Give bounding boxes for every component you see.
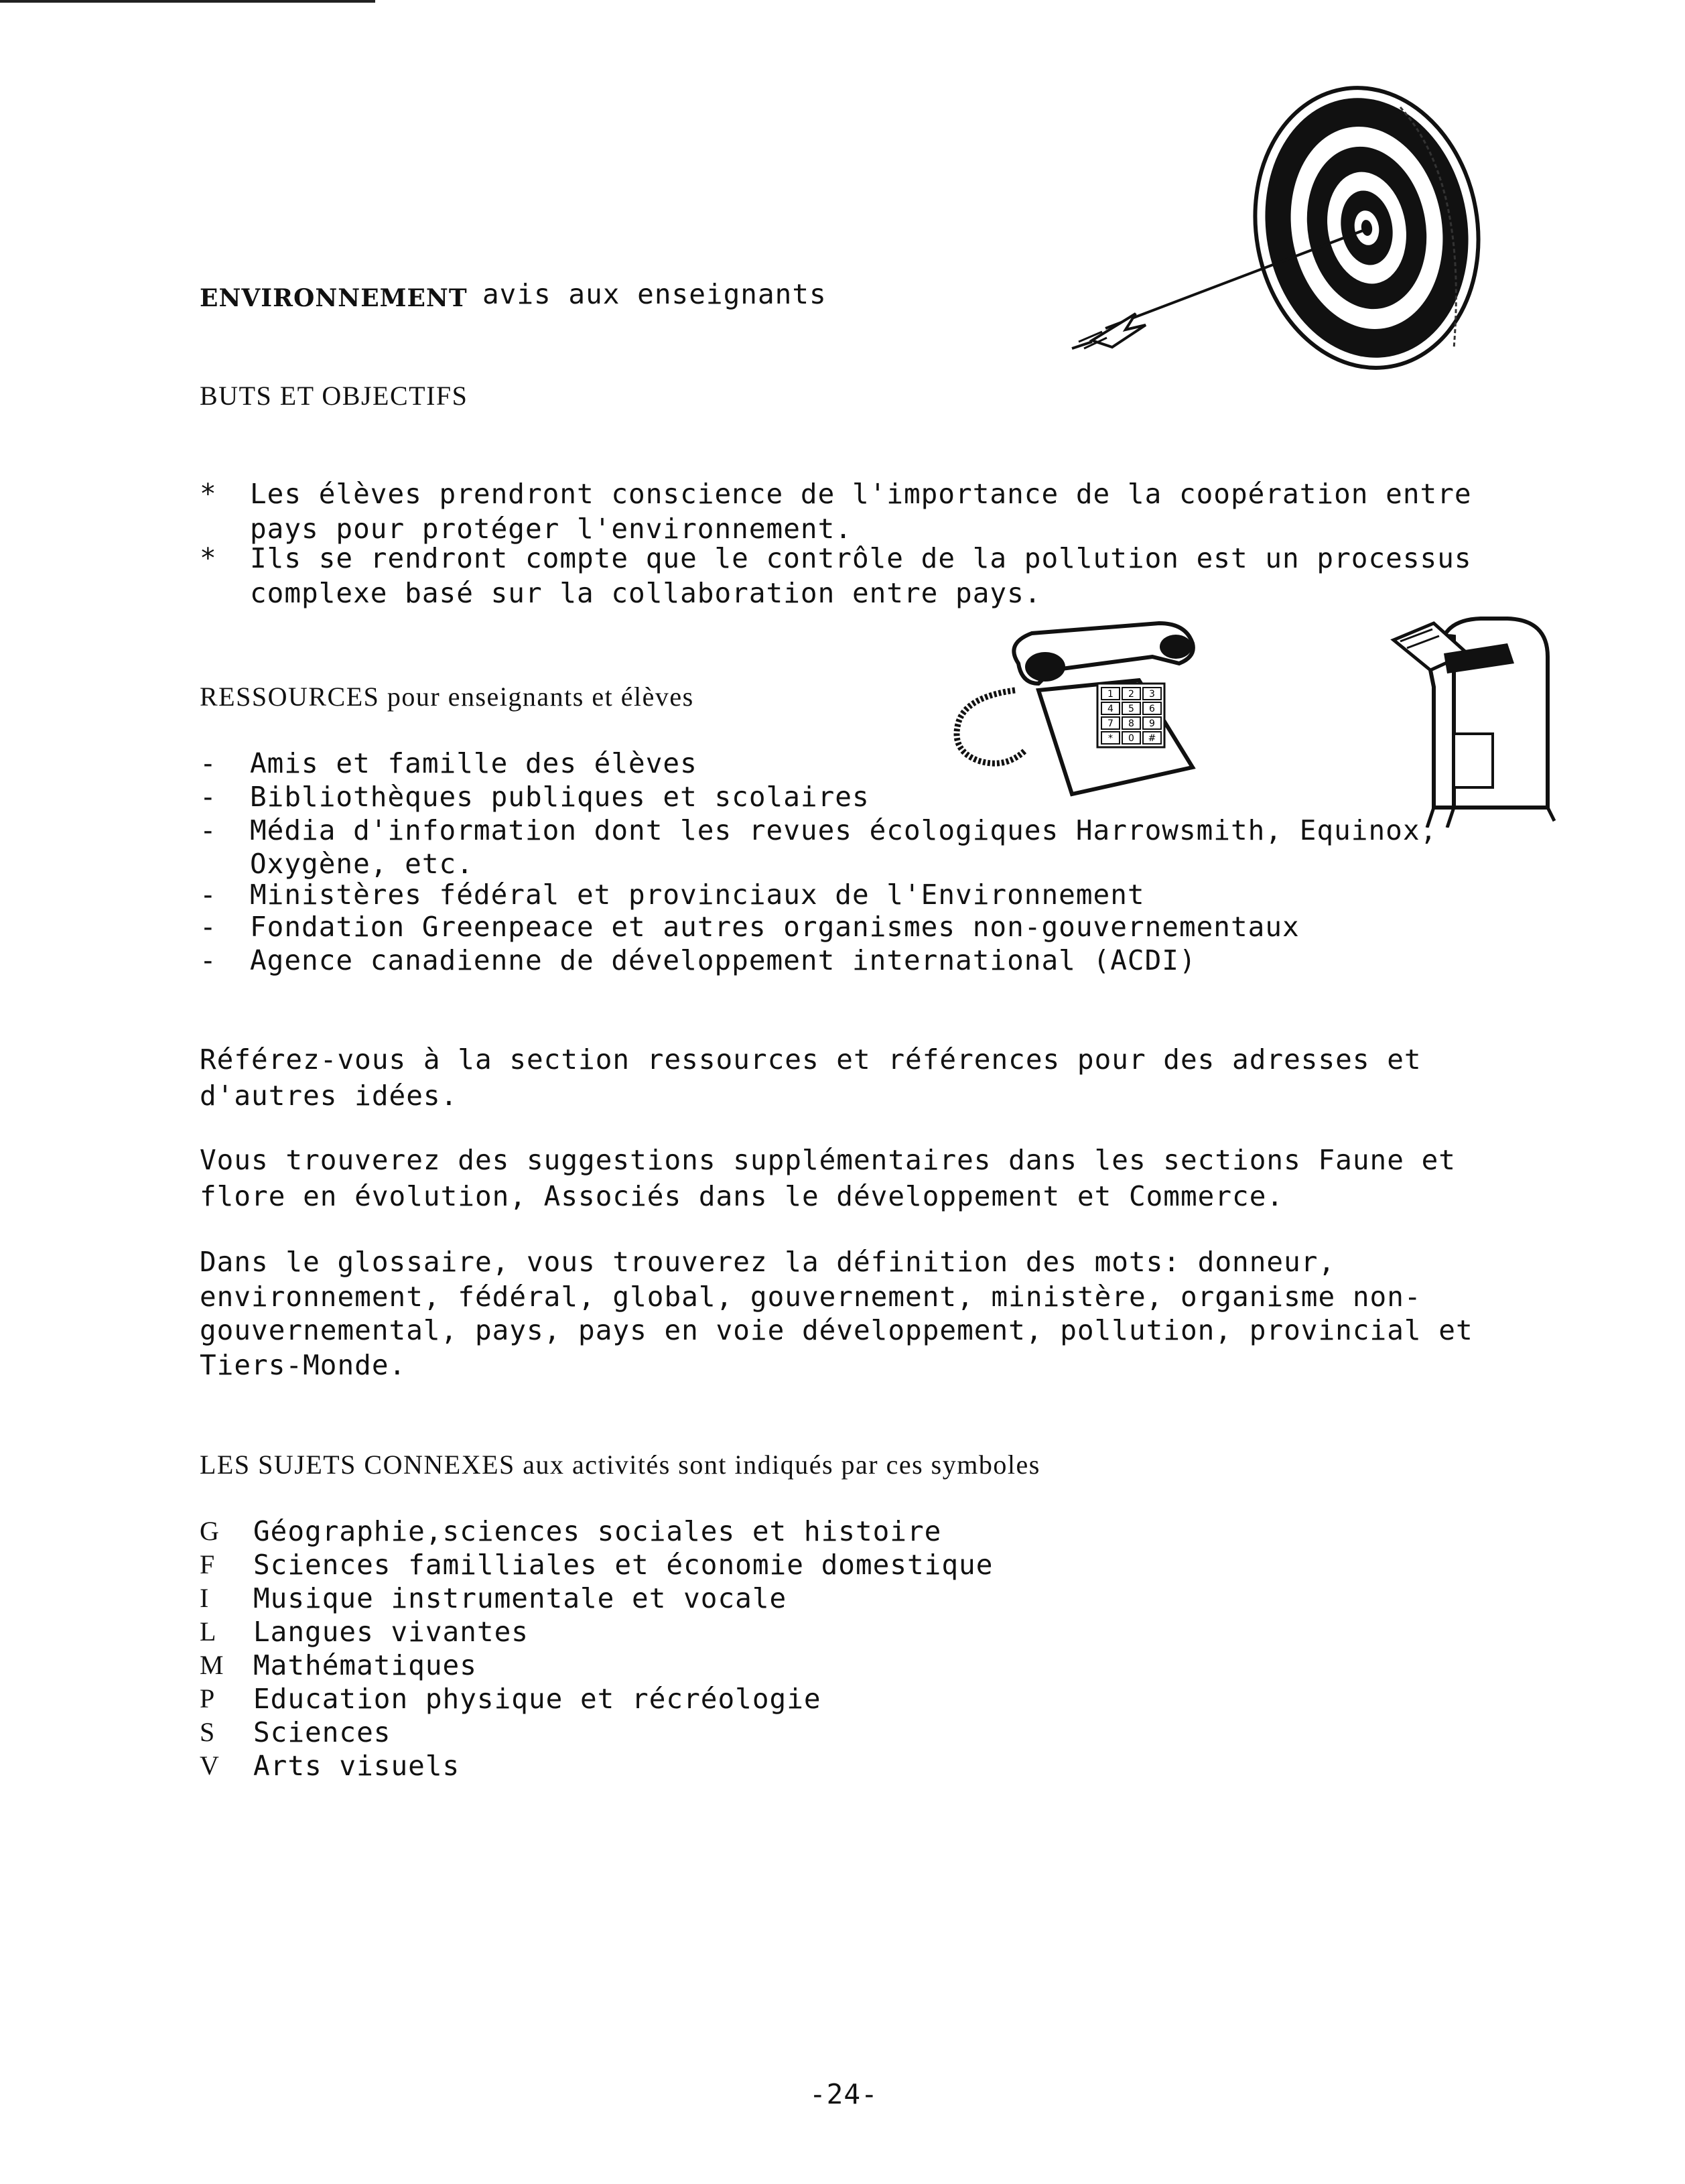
page-number: -24- bbox=[809, 2078, 878, 2110]
subject-code: S bbox=[200, 1717, 215, 1747]
resource-bullet: - bbox=[200, 814, 216, 846]
keypad-key-label: 4 bbox=[1107, 704, 1114, 714]
subject-label: Musique instrumentale et vocale bbox=[253, 1582, 787, 1614]
subject-code: G bbox=[200, 1516, 219, 1546]
telephone-icon bbox=[938, 617, 1206, 797]
goals-heading: BUTS ET OBJECTIFS bbox=[200, 381, 468, 411]
subject-label: Langues vivantes bbox=[253, 1616, 529, 1648]
subject-label: Géographie,sciences sociales et histoire bbox=[253, 1515, 942, 1547]
resource-bullet: - bbox=[200, 879, 216, 911]
keypad-key-label: 7 bbox=[1107, 718, 1114, 729]
keypad-key-label: 9 bbox=[1149, 718, 1155, 729]
resource-line: Oxygène, etc. bbox=[250, 848, 474, 880]
keypad-key-label: 6 bbox=[1149, 704, 1155, 714]
keypad-key-label: 5 bbox=[1128, 704, 1134, 714]
goal-line: pays pour protéger l'environnement. bbox=[250, 513, 852, 545]
keypad-key-label: 2 bbox=[1128, 689, 1134, 700]
subject-code: I bbox=[200, 1583, 209, 1613]
subject-code: V bbox=[200, 1750, 219, 1781]
keypad-key-label: * bbox=[1108, 733, 1113, 744]
resource-bullet: - bbox=[200, 911, 216, 943]
document-subtitle: avis aux enseignants bbox=[482, 278, 827, 310]
target-icon bbox=[1052, 60, 1507, 382]
resource-line: Média d'information dont les revues écologiques Harrowsmith, Equinox, bbox=[250, 814, 1438, 846]
goal-line: Les élèves prendront conscience de l'importance de la coopération entre bbox=[250, 478, 1472, 510]
subject-code: P bbox=[200, 1683, 215, 1714]
goal-line: complexe basé sur la collaboration entre pays. bbox=[250, 577, 1042, 609]
subject-code: M bbox=[200, 1650, 224, 1680]
subject-label: Arts visuels bbox=[253, 1750, 460, 1782]
resource-bullet: - bbox=[200, 747, 216, 779]
paragraph-line: Référez-vous à la section ressources et références pour des adresses et bbox=[200, 1043, 1422, 1076]
subject-code: F bbox=[200, 1549, 215, 1580]
paragraph-line: Tiers-Monde. bbox=[200, 1349, 407, 1381]
mailbox-icon bbox=[1380, 606, 1568, 828]
resource-line: Fondation Greenpeace et autres organismes non-gouvernementaux bbox=[250, 911, 1300, 943]
paragraph-line: Vous trouverez des suggestions supplémentaires dans les sections Faune et bbox=[200, 1144, 1456, 1176]
resource-bullet: - bbox=[200, 781, 216, 813]
paragraph-line: gouvernemental, pays, pays en voie développement, pollution, provincial et bbox=[200, 1314, 1473, 1346]
subject-label: Sciences bbox=[253, 1716, 391, 1748]
goal-line: Ils se rendront compte que le contrôle de la pollution est un processus bbox=[250, 542, 1472, 574]
subject-label: Mathématiques bbox=[253, 1649, 477, 1681]
resource-line: Bibliothèques publiques et scolaires bbox=[250, 781, 870, 813]
resources-heading: RESSOURCES pour enseignants et élèves bbox=[200, 682, 694, 712]
resource-bullet: - bbox=[200, 944, 216, 976]
paragraph-line: environnement, fédéral, global, gouvernement, ministère, organisme non- bbox=[200, 1281, 1422, 1313]
paragraph-line: d'autres idées. bbox=[200, 1080, 458, 1112]
resource-line: Ministères fédéral et provinciaux de l'Environnement bbox=[250, 879, 1145, 911]
paragraph-line: flore en évolution, Associés dans le développement et Commerce. bbox=[200, 1180, 1284, 1212]
goal-bullet: * bbox=[200, 478, 216, 510]
keypad-key-label: # bbox=[1148, 733, 1156, 744]
keypad-key-label: 0 bbox=[1128, 733, 1134, 744]
keypad-key-label: 3 bbox=[1149, 689, 1155, 700]
subject-code: L bbox=[200, 1616, 216, 1647]
keypad-key-label: 8 bbox=[1128, 718, 1134, 729]
subject-label: Sciences familliales et économie domestique bbox=[253, 1549, 994, 1581]
subject-label: Education physique et récréologie bbox=[253, 1683, 821, 1715]
subjects-heading: LES SUJETS CONNEXES aux activités sont indiqués par ces symboles bbox=[200, 1450, 1040, 1480]
document-title: ENVIRONNEMENT bbox=[200, 284, 468, 312]
scan-top-line bbox=[0, 0, 375, 3]
resource-line: Amis et famille des élèves bbox=[250, 747, 697, 779]
paragraph-line: Dans le glossaire, vous trouverez la définition des mots: donneur, bbox=[200, 1246, 1336, 1278]
resource-line: Agence canadienne de développement international (ACDI) bbox=[250, 944, 1197, 976]
goal-bullet: * bbox=[200, 542, 216, 574]
keypad-key-label: 1 bbox=[1107, 689, 1114, 700]
